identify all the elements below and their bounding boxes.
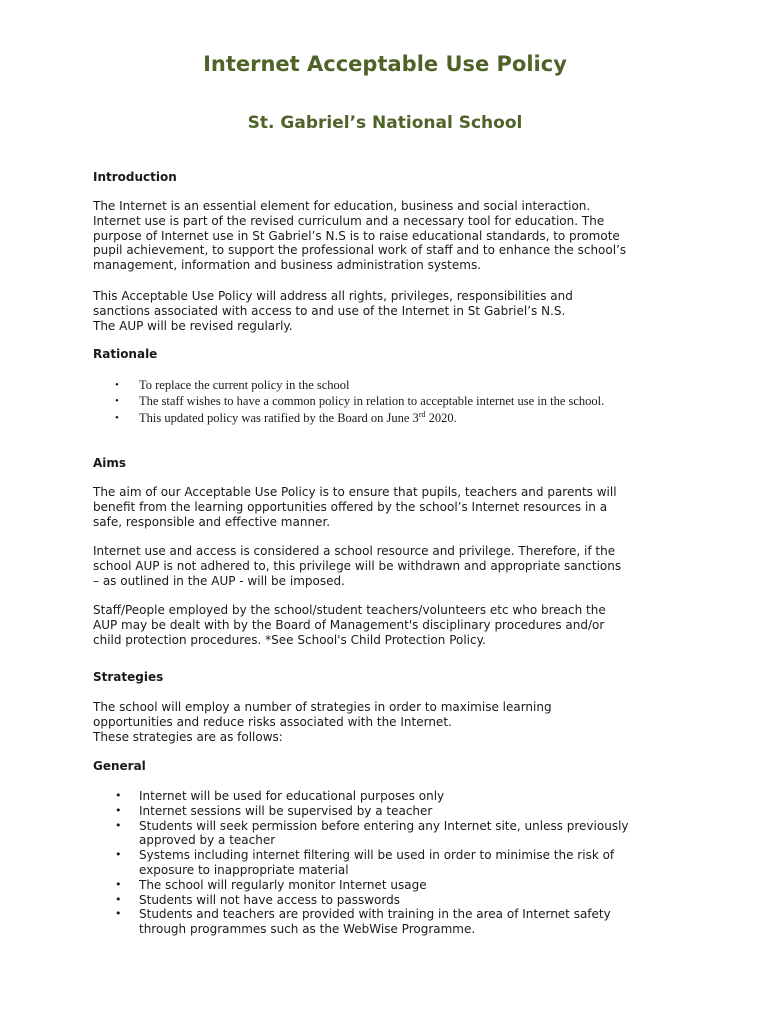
strategies-paragraph: The school will employ a number of strategies in order to maximise learning opportunities and reduce risks associated with the Internet. These strategies are as follows: bbox=[93, 700, 552, 744]
aims-paragraph-1: The aim of our Acceptable Use Policy is to ensure that pupils, teachers and parents will benefit from the learning opportunities offered by the school’s Internet resources in a safe, responsible and effective manner. bbox=[93, 485, 617, 529]
page-title: Internet Acceptable Use Policy bbox=[203, 52, 567, 76]
list-item: • To replace the current policy in the school bbox=[115, 378, 350, 392]
list-item: • Students will seek permission before entering any Internet site, unless previously approved by a teacher bbox=[115, 818, 629, 848]
aims-paragraph-2: Internet use and access is considered a school resource and privilege. Therefore, if the school AUP is not adhered to, this privilege will be withdrawn and appropriate sanctions – as outlined in the AUP - will be imposed. bbox=[93, 544, 622, 588]
introduction-paragraph-2: This Acceptable Use Policy will address all rights, privileges, responsibilities and sanctions associated with access to and use of the Internet in St Gabriel’s N.S. The AUP will be revised regularly. bbox=[93, 289, 573, 333]
bullet-icon: • bbox=[115, 818, 122, 832]
aims-heading: Aims bbox=[93, 456, 127, 470]
list-item: • Students and teachers are provided with training in the area of Internet safety through programmes such as the WebWise Programme. bbox=[115, 907, 611, 937]
general-list bbox=[93, 789, 713, 937]
aims-paragraph-3: Staff/People employed by the school/student teachers/volunteers etc who breach the AUP may be dealt with by the Board of Management's disciplinary procedures and/or child protection procedures. *See School's Child Protection Policy. bbox=[93, 603, 606, 647]
list-item: • The school will regularly monitor Internet usage bbox=[115, 877, 427, 892]
bullet-icon: • bbox=[115, 411, 119, 424]
list-item: • Internet sessions will be supervised by a teacher bbox=[115, 803, 433, 818]
introduction-paragraph-1: The Internet is an essential element for education, business and social interaction. Internet use is part of the revised curriculum and a necessary tool for education. The purpose of Internet use in St Gabriel’s N.S is to raise educational standards, to promote pupil achievement, to support the professional work of staff and to enhance the school’s management, information and business administration systems. bbox=[93, 199, 627, 273]
general-heading: General bbox=[93, 759, 146, 773]
bullet-icon: • bbox=[115, 907, 122, 921]
list-item: • Students will not have access to passwords bbox=[115, 892, 400, 907]
bullet-icon: • bbox=[115, 803, 122, 817]
bullet-icon: • bbox=[115, 848, 122, 862]
bullet-icon: • bbox=[115, 789, 122, 802]
bullet-icon: • bbox=[115, 379, 119, 391]
bullet-icon: • bbox=[115, 892, 122, 906]
strategies-heading: Strategies bbox=[93, 670, 164, 684]
rationale-list bbox=[93, 377, 713, 426]
list-item: • Internet will be used for educational purposes only bbox=[115, 789, 445, 803]
list-item: • This updated policy was ratified by the Board on June 3rd 2020. bbox=[115, 409, 457, 425]
bullet-icon: • bbox=[115, 395, 119, 408]
list-item: • Systems including internet filtering will be used in order to minimise the risk of exposure to inappropriate material bbox=[115, 848, 615, 877]
introduction-heading: Introduction bbox=[93, 170, 177, 184]
school-name: St. Gabriel’s National School bbox=[247, 113, 523, 133]
bullet-icon: • bbox=[115, 877, 122, 891]
rationale-heading: Rationale bbox=[93, 347, 158, 361]
list-item: • The staff wishes to have a common policy in relation to acceptable internet use in the school. bbox=[115, 394, 605, 409]
